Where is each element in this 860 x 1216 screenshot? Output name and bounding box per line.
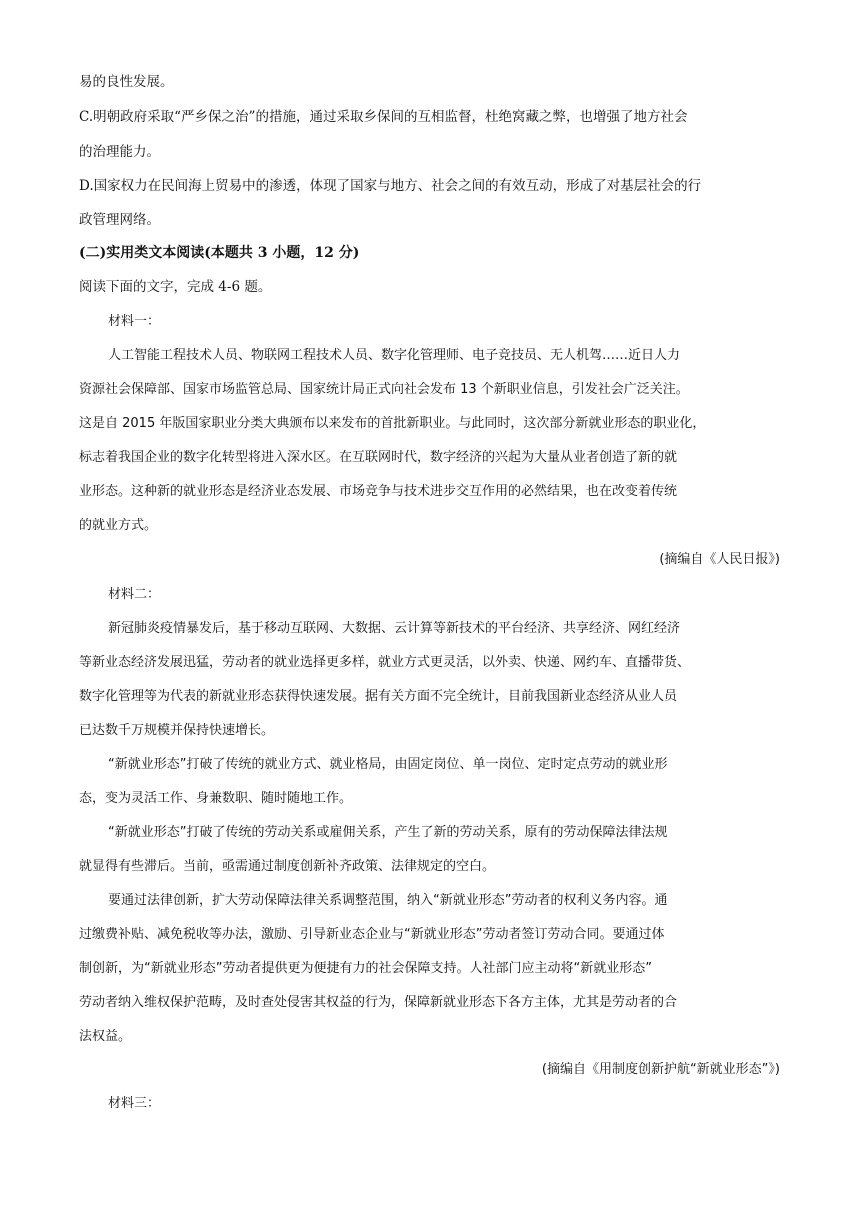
material-2-line-11: 制创新，为“新就业形态”劳动者提供更为便捷有力的社会保障支持。人社部门应主动将“新就业形态” <box>79 961 652 976</box>
material-2-line-7: “新就业形态”打破了传统的劳动关系或雇佣关系，产生了新的劳动关系，原有的劳动保障法律法规 <box>108 825 668 840</box>
material-2-line-4: 已达数千万规模并保持快速增长。 <box>79 723 275 738</box>
instruction-text: 阅读下面的文字，完成 4-6 题。 <box>79 279 272 295</box>
material-2-line-13: 法权益。 <box>79 1029 132 1044</box>
option-c-line-1: C.明朝政府采取“严乡保之治”的措施，通过采取乡保间的互相监督，杜绝窝藏之弊，也增强了地方社会 <box>79 109 688 125</box>
material-2-line-9: 要通过法律创新，扩大劳动保障法律关系调整范围，纳入“新就业形态”劳动者的权利义务内容。通 <box>108 893 668 908</box>
material-1-line-2: 资源社会保障部、国家市场监管总局、国家统计局正式向社会发布 13 个新职业信息，引发社会广泛关注。 <box>79 382 689 397</box>
material-3-label: 材料三： <box>108 1096 161 1111</box>
option-d-line-1: D.国家权力在民间海上贸易中的渗透，体现了国家与地方、社会之间的有效互动，形成了对基层社会的行 <box>79 178 702 194</box>
option-d-line-2: 政管理网络。 <box>79 212 160 228</box>
material-2-line-5: “新就业形态”打破了传统的就业方式、就业格局，由固定岗位、单一岗位、定时定点劳动的就业形 <box>108 757 668 772</box>
material-2-line-8: 就显得有些滞后。当前，亟需通过制度创新补齐政策、法律规定的空白。 <box>79 859 496 874</box>
material-1-line-6: 的就业方式。 <box>79 518 158 533</box>
material-1-line-3: 这是自 2015 年版国家职业分类大典颁布以来发布的首批新职业。与此同时，这次部分新就业形态的职业化， <box>79 416 706 431</box>
material-2-line-12: 劳动者纳入维权保护范畴，及时查处侵害其权益的行为，保障新就业形态下各方主体，尤其是劳动者的合 <box>79 995 678 1010</box>
material-1-line-5: 业形态。这种新的就业形态是经济业态发展、市场竞争与技术进步交互作用的必然结果，也在改变着传统 <box>79 484 678 499</box>
material-1-line-1: 人工智能工程技术人员、物联网工程技术人员、数字化管理师、电子竞技员、无人机驾……近日人力 <box>108 348 681 363</box>
material-2-label: 材料二： <box>108 587 161 602</box>
material-2-line-1: 新冠肺炎疫情暴发后，基于移动互联网、大数据、云计算等新技术的平台经济、共享经济、网红经济 <box>108 621 681 636</box>
material-2-line-3: 数字化管理等为代表的新就业形态获得快速发展。据有关方面不完全统计，目前我国新业态经济从业人员 <box>79 689 678 704</box>
material-1-source: (摘编自《人民日报》) <box>659 552 780 567</box>
material-2-line-6: 态，变为灵活工作、身兼数职、随时随地工作。 <box>79 791 353 806</box>
material-2-line-10: 过缴费补贴、减免税收等办法，激励、引导新业态企业与“新就业形态”劳动者签订劳动合同。要通过体 <box>79 927 665 942</box>
option-c-line-2: 的治理能力。 <box>79 144 160 160</box>
material-2-line-2: 等新业态经济发展迅猛，劳动者的就业选择更多样，就业方式更灵活，以外卖、快递、网约车、直播带货、 <box>79 655 691 670</box>
material-1-line-4: 标志着我国企业的数字化转型将进入深水区。在互联网时代，数字经济的兴起为大量从业者创造了新的就 <box>79 450 678 465</box>
material-1-label: 材料一： <box>108 314 161 329</box>
continuation-line-1: 易的良性发展。 <box>79 74 174 90</box>
section-heading: (二)实用类文本阅读(本题共 3 小题，12 分) <box>79 245 360 261</box>
material-2-source: (摘编自《用制度创新护航“新就业形态”》) <box>541 1062 780 1077</box>
